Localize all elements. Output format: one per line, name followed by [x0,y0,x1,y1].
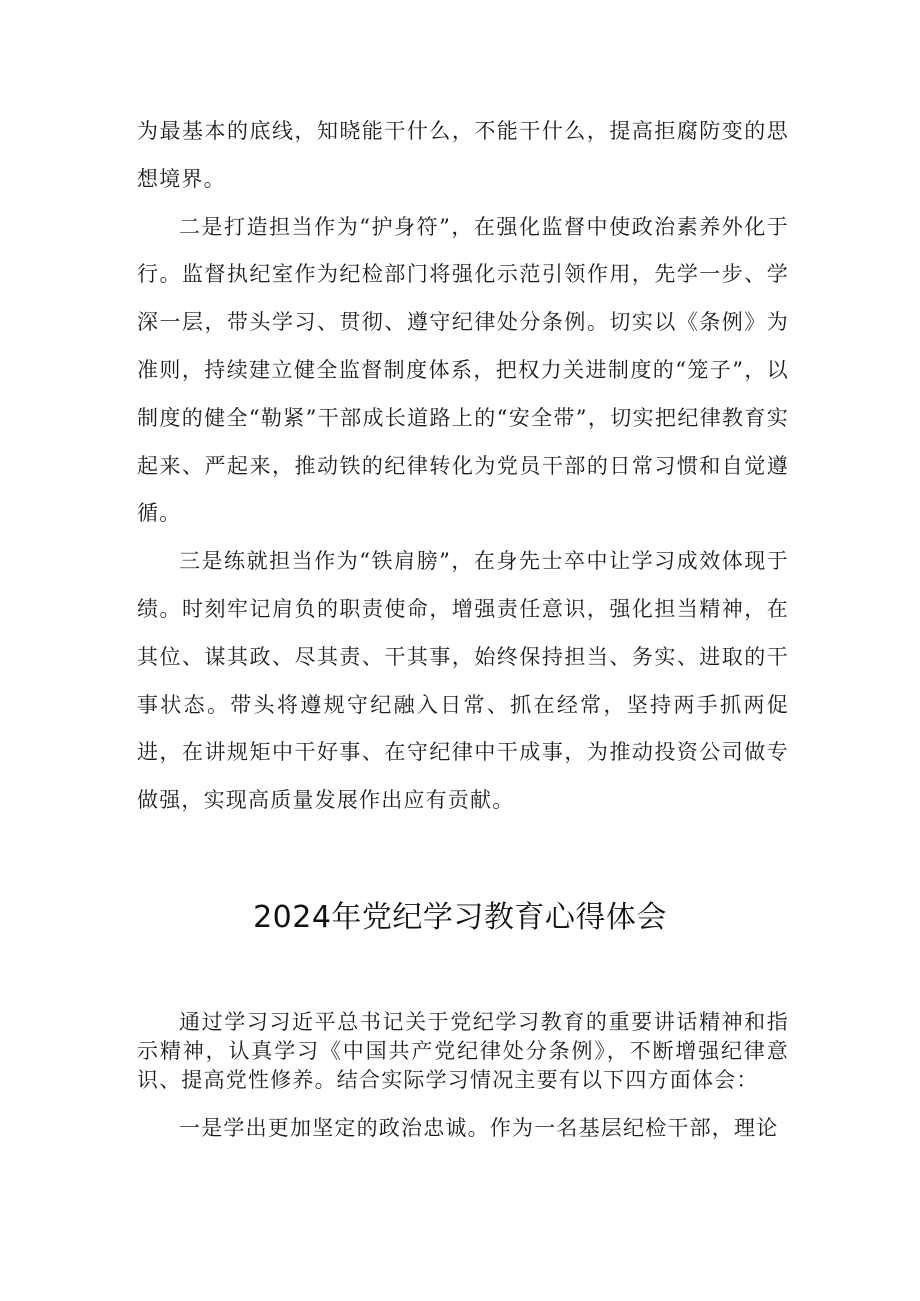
paragraph-point-three: 三是练就担当作为“铁肩膀”，在身先士卒中让学习成效体现于绩。时刻牢记肩负的职责使命，增强责任意识，强化担当精神，在其位、谋其政、尽其责、干其事，始终保持担当、务实、进取的干事状态。带头将遵规守纪融入日常、抓在经常，坚持两手抓两促进，在讲规矩中干好事、在守纪律中干成事，为推动投资公司做专做强，实现高质量发展作出应有贡献。 [137,549,789,813]
paragraph-point-two: 二是打造担当作为“护身符”，在强化监督中使政治素养外化于行。监督执纪室作为纪检部门将强化示范引领作用，先学一步、学深一层，带头学习、贯彻、遵守纪律处分条例。切实以《条例》为准则，持续建立健全监督制度体系，把权力关进制度的“笼子”，以制度的健全“勒紧”干部成长道路上的“安全带”，切实把纪律教育实起来、严起来，推动铁的纪律转化为党员干部的日常习惯和自觉遵循。 [137,214,789,526]
paragraph-continuation: 为最基本的底线，知晓能干什么，不能干什么，提高拒腐防变的思想境界。 [137,119,789,191]
previous-article-body [137,108,789,825]
article-title: 2024年党纪学习教育心得体会 [253,900,667,935]
article-body [137,1008,789,1143]
paragraph-intro: 通过学习习近平总书记关于党纪学习教育的重要讲话精神和指示精神，认真学习《中国共产党纪律处分条例》，不断增强纪律意识、提高党性修养。结合实际学习情况主要有以下四方面体会： [137,1010,789,1092]
paragraph-point-one: 一是学出更加坚定的政治忠诚。作为一名基层纪检干部，理论 [179,1116,779,1140]
